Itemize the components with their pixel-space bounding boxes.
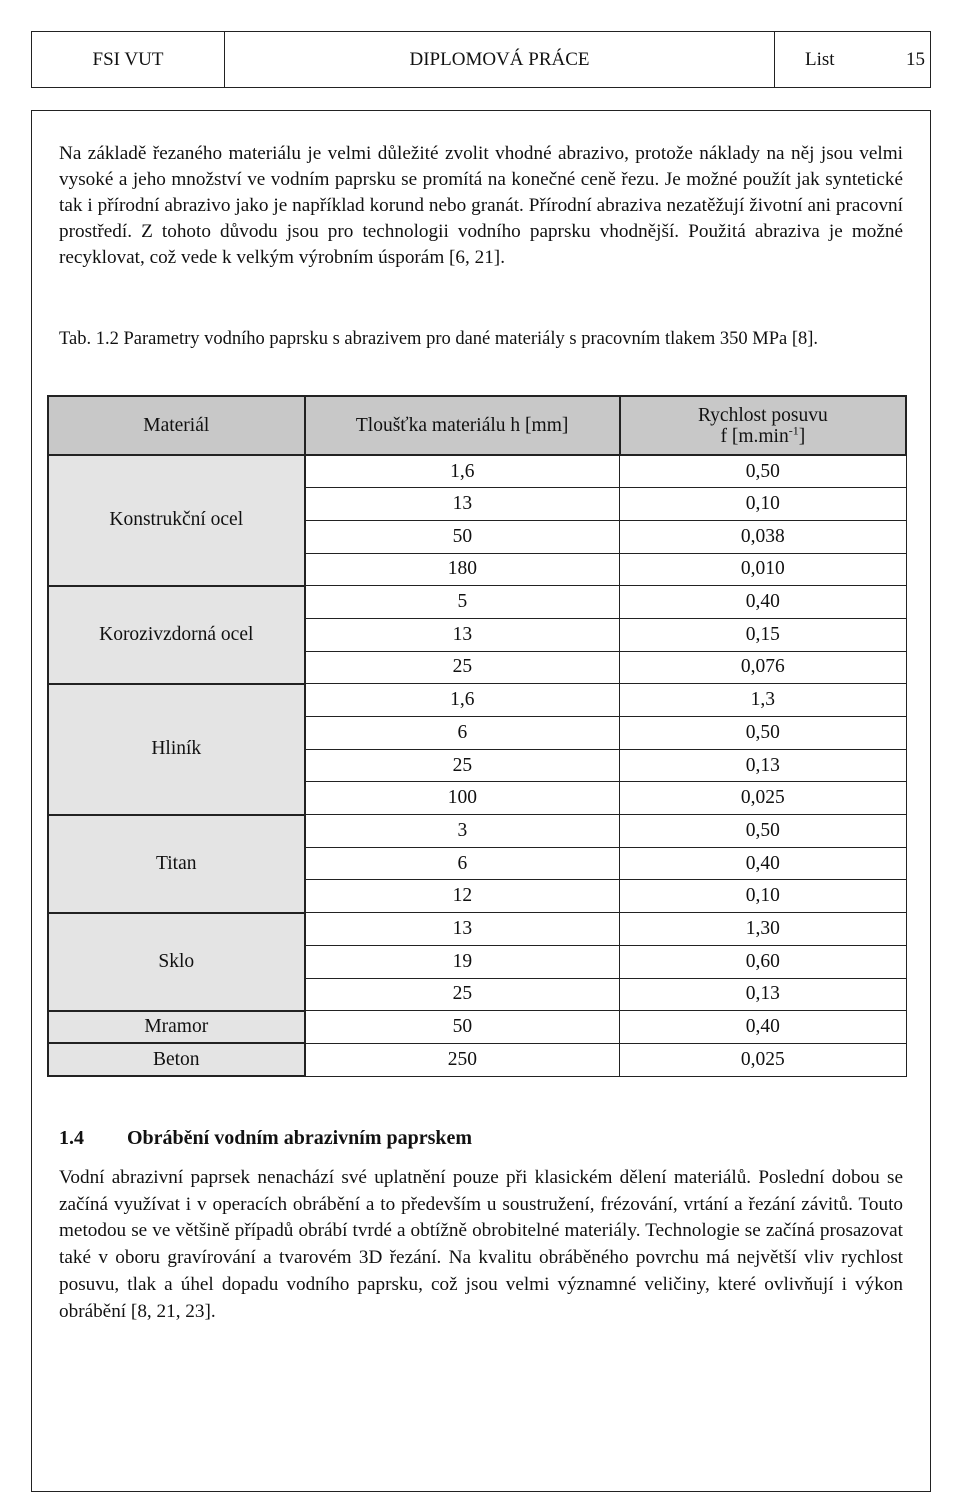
- feed-rate-cell: 0,076: [620, 651, 906, 684]
- thickness-cell: 13: [305, 913, 620, 946]
- table-row: [48, 455, 906, 488]
- table-row: [48, 913, 906, 946]
- thickness-cell: 1,6: [305, 455, 620, 488]
- feed-rate-cell: 0,40: [620, 847, 906, 880]
- feed-rate-cell: 0,50: [620, 717, 906, 750]
- feed-rate-cell: 0,40: [620, 586, 906, 619]
- material-cell: Titan: [48, 815, 305, 913]
- material-cell: Korozivzdorná ocel: [48, 586, 305, 684]
- thickness-cell: 12: [305, 880, 620, 913]
- header-institution: FSI VUT: [32, 32, 225, 87]
- thickness-cell: 25: [305, 749, 620, 782]
- thickness-cell: 19: [305, 945, 620, 978]
- section-number: 1.4: [59, 1127, 84, 1149]
- header-page-info: [775, 32, 932, 87]
- section-heading: [59, 1127, 472, 1150]
- table-header-row: [48, 396, 906, 455]
- page-header: [31, 31, 931, 88]
- feed-rate-cell: 0,010: [620, 553, 906, 586]
- feed-rate-cell: 0,40: [620, 1011, 906, 1044]
- header-page-number: 15: [906, 48, 925, 70]
- intro-paragraph: Na základě řezaného materiálu je velmi důležité zvolit vhodné abrazivo, protože náklady na něj jsou velmi vysoké a jeho množství ve vodním paprsku se promítá na konečné ceně řezu. Je možné použít jak syntetické tak i přírodní abrazivo jako je například korund nebo granát. Přírodní abraziva nezatěžují životní ani pracovní prostředí. Z tohoto důvodu jsou pro technologii vodního paprsku vhodnější. Použitá abraziva je možné recyklovat, což vede k velkým výrobním úsporám [6, 21].: [59, 143, 903, 268]
- thickness-cell: 6: [305, 847, 620, 880]
- feed-rate-cell: 0,025: [620, 782, 906, 815]
- thickness-cell: 25: [305, 651, 620, 684]
- feed-rate-cell: 0,50: [620, 815, 906, 848]
- table-row: [48, 1043, 906, 1076]
- section-paragraph: Vodní abrazivní paprsek nenachází své uplatnění pouze při klasickém dělení materiálů. Poslední dobou se začíná využívat i v operacích obrábění a to především u soustružení, frézování, vrtání a řezání závitů. Touto metodou se ve většině případů obrábí tvrdé a obtížně obrobitelné materiály. Technologie se začíná prosazovat také v oboru gravírování a tvarovém 3D řezání. Na kvalitu obráběného povrchu má největší vliv rychlost posuvu, tlak a úhel dopadu vodního paprsku, což jsou velmi významné veličiny, které ovlivňují i výkon obrábění [8, 21, 23].: [59, 1167, 903, 1322]
- header-feed-line1: Rychlost posuvu: [697, 404, 828, 426]
- thickness-cell: 6: [305, 717, 620, 750]
- feed-rate-cell: 0,10: [620, 880, 906, 913]
- material-cell: Hliník: [48, 684, 305, 815]
- material-cell: Konstrukční ocel: [48, 455, 305, 586]
- feed-rate-cell: 0,13: [620, 749, 906, 782]
- thickness-cell: 50: [305, 1011, 620, 1044]
- parameters-table: [47, 395, 907, 1077]
- feed-rate-cell: 0,60: [620, 945, 906, 978]
- material-cell: Beton: [48, 1043, 305, 1076]
- section-title: Obrábění vodním abrazivním paprskem: [127, 1127, 473, 1149]
- table-row: [48, 586, 906, 619]
- feed-rate-cell: 1,30: [620, 913, 906, 946]
- thickness-cell: 180: [305, 553, 620, 586]
- thickness-cell: 5: [305, 586, 620, 619]
- material-cell: Mramor: [48, 1011, 305, 1044]
- table-row: [48, 684, 906, 717]
- feed-rate-cell: 0,025: [620, 1043, 906, 1076]
- thickness-cell: 100: [305, 782, 620, 815]
- feed-rate-cell: 0,50: [620, 455, 906, 488]
- table-caption: Tab. 1.2 Parametry vodního paprsku s abrazivem pro dané materiály s pracovním tlakem 350 MPa [8].: [59, 329, 819, 349]
- feed-rate-cell: 0,13: [620, 978, 906, 1011]
- material-cell: Sklo: [48, 913, 305, 1011]
- header-feed-line2: f $[m.\min^{-1}]$: [720, 423, 806, 447]
- thickness-cell: 50: [305, 520, 620, 553]
- table-row: [48, 815, 906, 848]
- header-list-label: List: [805, 48, 835, 70]
- header-thickness: Tloušťka materiálu h [mm]: [305, 396, 620, 455]
- table-body: [48, 455, 906, 1076]
- thickness-cell: 3: [305, 815, 620, 848]
- thickness-cell: 25: [305, 978, 620, 1011]
- header-feed-rate: [620, 396, 906, 455]
- feed-rate-cell: 1,3: [620, 684, 906, 717]
- table-row: [48, 1011, 906, 1044]
- header-material: Materiál: [48, 396, 305, 455]
- feed-rate-cell: 0,15: [620, 618, 906, 651]
- thickness-cell: 1,6: [305, 684, 620, 717]
- header-doc-type: DIPLOMOVÁ PRÁCE: [225, 32, 775, 87]
- thickness-cell: 13: [305, 618, 620, 651]
- feed-rate-cell: 0,038: [620, 520, 906, 553]
- thickness-cell: 13: [305, 488, 620, 521]
- feed-rate-cell: 0,10: [620, 488, 906, 521]
- thickness-cell: 250: [305, 1043, 620, 1076]
